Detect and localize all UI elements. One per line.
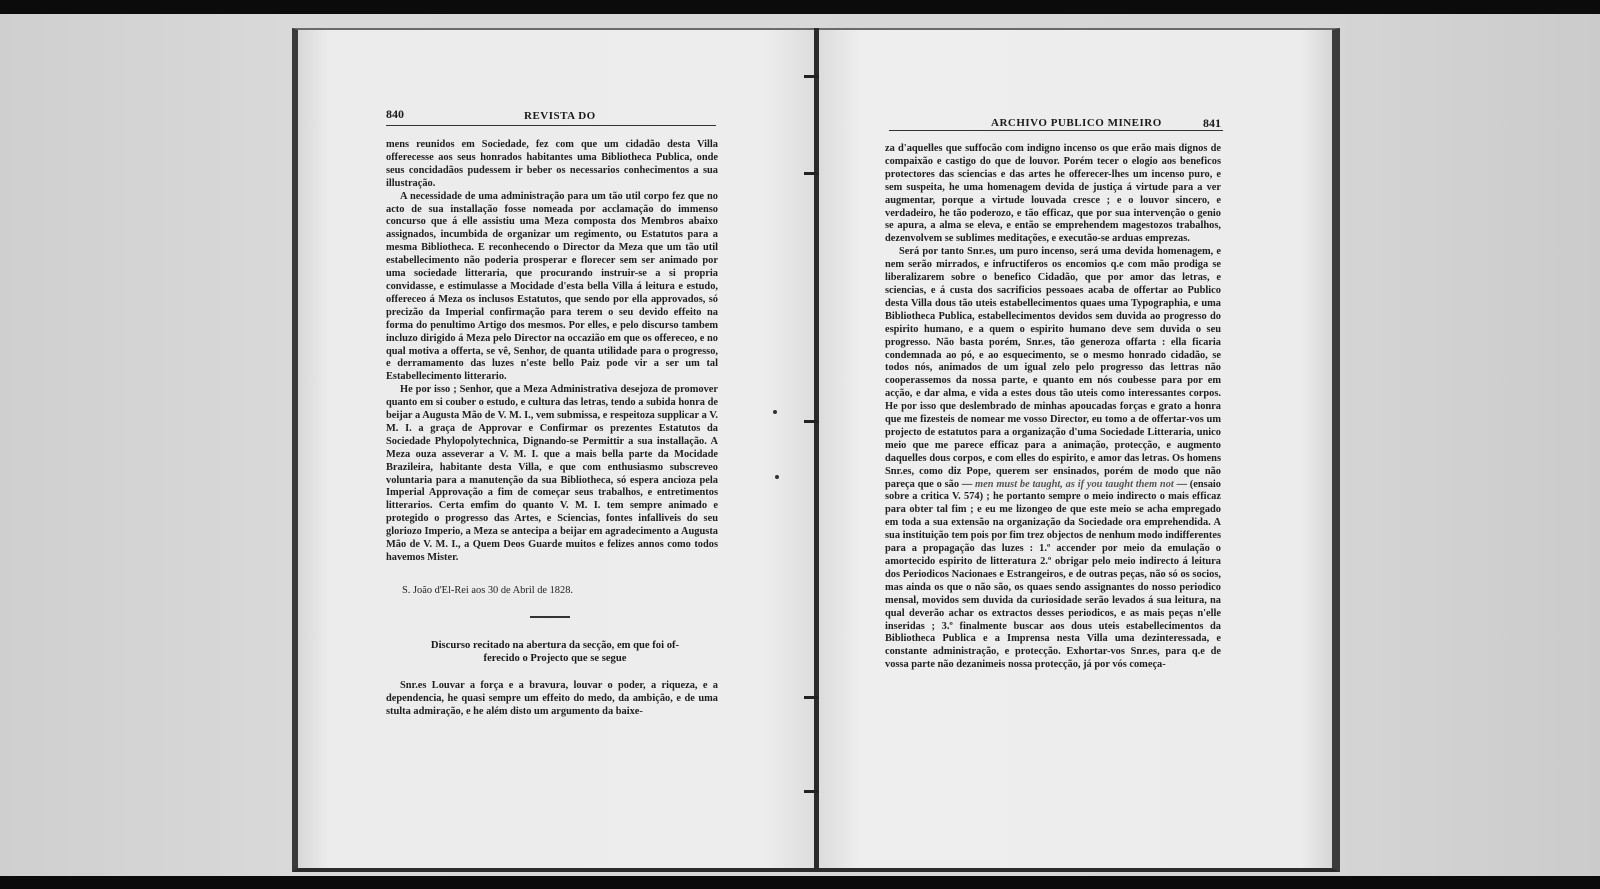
left-running-head: REVISTA DO <box>524 110 596 122</box>
scan-mark <box>775 475 779 479</box>
pope-quote: men must be taught, as if you taught them not <box>975 478 1174 490</box>
left-paragraph-3: He por isso ; Senhor, que a Meza Administrativa desejoza de promover quanto em si couber o estudo, e cultura das letras, tendo a subida honra de beijar a Augusta Mão de V. M. I., vem submissa, e respeitoza supplicar a V. M. I. a graça de Approvar e Confirmar os prezentes Estatutos da Sociedade Phylopolytechnica, Dignando-se Permittir a sua installação. A Meza ouza asseverar a V. M. I. que a mais bella parte da Mocidade Brazileira, habitante desta Villa, e que com enthusiasmo subscreveo voluntaria para a manutenção da sua Bibliotheca, só espera ancioza pela Imperial Approvação a fim de começar seus trabalhos, e entretimentos litterarios. Certa emfim do quanto V. M. I. tem sempre animado e protegido o progresso das Artes, e Sciencias, fontes infalliveis do seu gloriozo Imperio, a Meza se antecipa a beijar em agradecimento a Augusta Mão de V. M. I., a Quem Deos Guarde muitos e felizes annos como todos havemos Mister. <box>386 384 718 563</box>
discourse-paragraph: Snr.es Louvar a força e a bravura, louvar o poder, a riqueza, e a dependencia, he quasi sempre um effeito do medo, da ambição, e de uma stulta admiração, e he além disto um argumento da baixe- <box>386 680 718 717</box>
right-page <box>819 28 1340 872</box>
open-book-scan <box>292 28 1340 872</box>
discourse-heading-line-2: ferecido o Projecto que se segue <box>483 653 627 664</box>
discourse-start-text <box>386 680 718 719</box>
scan-mark <box>773 410 777 414</box>
discourse-heading-line-1: Discurso recitado na abertura da secção, em que foi of- <box>430 640 680 651</box>
left-page <box>292 28 817 872</box>
discourse-heading <box>394 639 716 665</box>
right-header-rule <box>889 130 1223 131</box>
right-paragraph-2 <box>885 246 1221 672</box>
left-paragraph-1: mens reunidos em Sociedade, fez com que um cidadão desta Villa offerecesse aos seus honrados habitantes uma Bibliotheca Publica, onde seus concidadãos pudessem ir beber os necessarios conhecimentos a sua illustração. <box>386 139 718 189</box>
right-paragraph-2-part-2: — (ensaio sobre a critica V. 574) ; he portanto sempre o meio indirecto o mais efficaz para obter tal fim ; e eu me lizongeo de que este meio se acha empregado em toda a sua extensão na organização da Sociedade ora emprehendida. A sua instituição tem pois por fim trez objectos de nenhum modo indifferentes para a propagação das luzes : 1.º accender por meio da emulação o amortecido espirito de litteratura 2.º obrigar pelo meio indirecto á leitura dos Periodicos Nacionaes e Estrangeiros, e de outras peças, não só os socios, mas ainda os que o não são, os quaes sendo assignantes do nosso periodico mensal, movidos sem duvida da curiosidade serão levados á sua leitura, na qual deverão achar os extractos desses periodicos, e as mais peças n'elle inseridas ; 3.º finalmente buscar aos dous uteis estabellecimentos da Bibliotheca Publica e a Imprensa nesta Villa uma dezinteressada, e constante administração, e protecção. Exhortar-vos Snr.es, para q.e de vossa parte não dezanimeis nossa protecção, já por vós começa- <box>885 478 1221 671</box>
right-body-text <box>885 143 1221 672</box>
left-body-text <box>386 139 718 565</box>
left-signoff: S. João d'El-Rei aos 30 de Abril de 1828. <box>402 585 573 596</box>
right-paragraph-1: za d'aquelles que suffocão com indigno incenso os que erão mais dignos de compaixão e castigo do que de louvor. Porém tecer o elogio aos beneficos protectores das sciencias e das artes he offerecer-lhes um incenso puro, e sem suspeita, he uma homenagem devida de justiça á virtude para a ver augmentar, porque a virtude louvada cresce ; e o louvor sincero, e verdadeiro, he tão poderozo, e tão efficaz, que por sua intervenção o genio se apura, a alma se eleva, e então se emprehendem magestozos trabalhos, dezenvolvem se sublimes meditações, e executão-se arduas emprezas. <box>885 143 1221 245</box>
left-paragraph-2: A necessidade de uma administração para um tão util corpo fez que no acto de sua installação fosse nomeada por acclamação do immenso concurso que á elle assistiu uma Meza composta dos Membros abaixo assignados, incumbida de organizar um regimento, ou Estatutos para a mesma Bibliotheca. E reconhecendo o Director da Meza que um tão util estabellecimento não poderia prosperar e florecer sem ser animado por uma sociedade litteraria, que procurando instruir-se a si propria convidasse, e estimulasse a Mocidade d'esta bella Villa á leitura e estudo, offereceo á Meza os inclusos Estatutos, que sendo por ella approvados, só precizão da Imperial confirmação para terem o seu devido effeito na forma do penultimo Artigo dos mesmos. Por elles, e pelo discurso tambem incluzo dirigido á Meza pelo Director na occazião em que os offereceo, e no qual motiva a offerta, se vê, Senhor, de quanta utilidade para o progresso, e derramamento das luzes n'este bello Paiz pode vir a ser um tal Estabellecimento litterario. <box>386 190 718 383</box>
viewer-bottom-bar <box>0 876 1600 889</box>
section-separator <box>530 616 570 618</box>
viewer-top-bar <box>0 0 1600 14</box>
left-header-rule <box>386 125 716 126</box>
right-running-head: ARCHIVO PUBLICO MINEIRO <box>991 117 1162 129</box>
left-page-number: 840 <box>386 107 404 121</box>
right-paragraph-2-part-1: Será por tanto Snr.es, um puro incenso, será uma devida homenagem, e nem serão mirrados, e infructiferos os encomios q.e com mão prodiga se liberalizarem sobre o benefico Cidadão, que por amor das letras, e sciencias, e á custa dos sacrificios pessoaes acaba de offertar ao Publico desta Villa dous tão uteis estabellecimentos quaes uma Typographia, e uma Bibliotheca Publica, estabellecimentos devidos sem duvida ao progresso do espirito humano, e a quem o espirito humano deve sem duvida o seu progresso. Não basta porém, Snr.es, tão generoza offarta : ella ficaria condemnada ao pó, e ao esquecimento, se o mesmo honrado cidadão, se todos nós, animados de um igual zelo pelo progresso das lettras não cooperassemos da nossa parte, e quanto em nós coubesse para por em acção, e dar alma, e vida a estes dous tão uteis como interessantes corpos. He por isso que deslembrado de minhas apoucadas forças e grato a honra que me fizesteis de nomear me vosso Director, eu tomo a de offertar-vos um projecto de estatutos para a organização d'uma Sociedade Litteraria, unico meio que me parece efficaz para a animação, protecção, e augmento daquelles dous corpos, e com elles do espirito, e amor das letras. Os homens Snr.es, como diz Pope, querem ser ensinados, porém de modo que não pareça que o são — <box>885 246 1221 490</box>
right-page-number: 841 <box>1203 116 1221 130</box>
